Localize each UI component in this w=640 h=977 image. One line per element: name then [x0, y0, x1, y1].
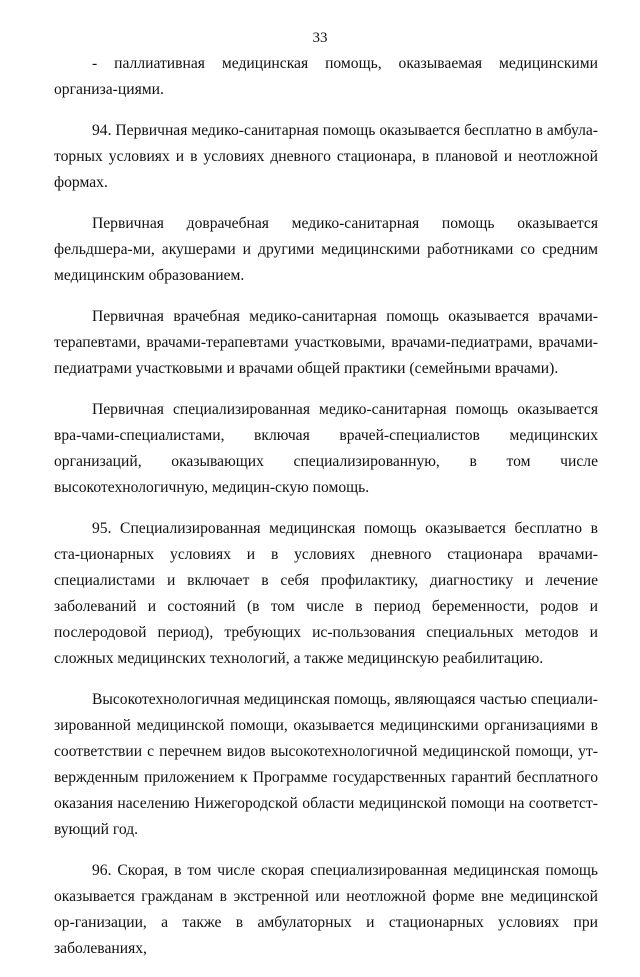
paragraph-95: 95. Специализированная медицинская помощь оказывается бесплатно в ста-ционарных условиях и в условиях дневного стационара врачами-специалистами и включает в себя профилактику, диагностику и лечение заболеваний и состояний (в том числе в период беременности, родов и послеродовой период), требующих ис-пользования специальных методов и сложных медицинских технологий, а также медицинскую реабилитацию. [54, 520, 598, 667]
paragraph-palliative-care: - паллиативная медицинская помощь, оказываемая медицинскими организа-циями. [54, 55, 598, 98]
paragraph-high-tech-care: Высокотехнологичная медицинская помощь, являющаяся частью специали-зированной медицинской помощи, оказывается медицинскими организациями в соответствии с перечнем видов высокотехнологичной медицинской помощи, ут-вержденным приложением к Программе государственных гарантий бесплатного оказания населению Нижегородской области медицинской помощи на соответст-вующий год. [54, 691, 598, 838]
paragraph-pre-doctor-care: Первичная доврачебная медико-санитарная помощь оказывается фельдшера-ми, акушерами и другими медицинскими работниками со средним медицинским образованием. [54, 215, 598, 284]
paragraph-doctor-care: Первичная врачебная медико-санитарная помощь оказывается врачами-терапевтами, врачами-терапевтами участковыми, врачами-педиатрами, врачами-педиатрами участковыми и врачами общей практики (семейными врачами). [54, 308, 598, 377]
page-number: 33 [312, 30, 328, 46]
paragraph-94: 94. Первичная медико-санитарная помощь оказывается бесплатно в амбула-торных условиях и в условиях дневного стационара, в плановой и неотложной формах. [54, 122, 598, 191]
paragraph-96: 96. Скорая, в том числе скорая специализированная медицинская помощь оказывается гражданам в экстренной или неотложной форме вне медицинской ор-ганизации, а также в амбулаторных и стационарных условиях при заболеваниях, [54, 862, 598, 957]
paragraph-specialized-primary-care: Первичная специализированная медико-санитарная помощь оказывается вра-чами-специалистами, включая врачей-специалистов медицинских организаций, оказывающих специализированную, в том числе высокотехнологичную, медицин-скую помощь. [54, 401, 598, 496]
document-body [54, 51, 598, 977]
